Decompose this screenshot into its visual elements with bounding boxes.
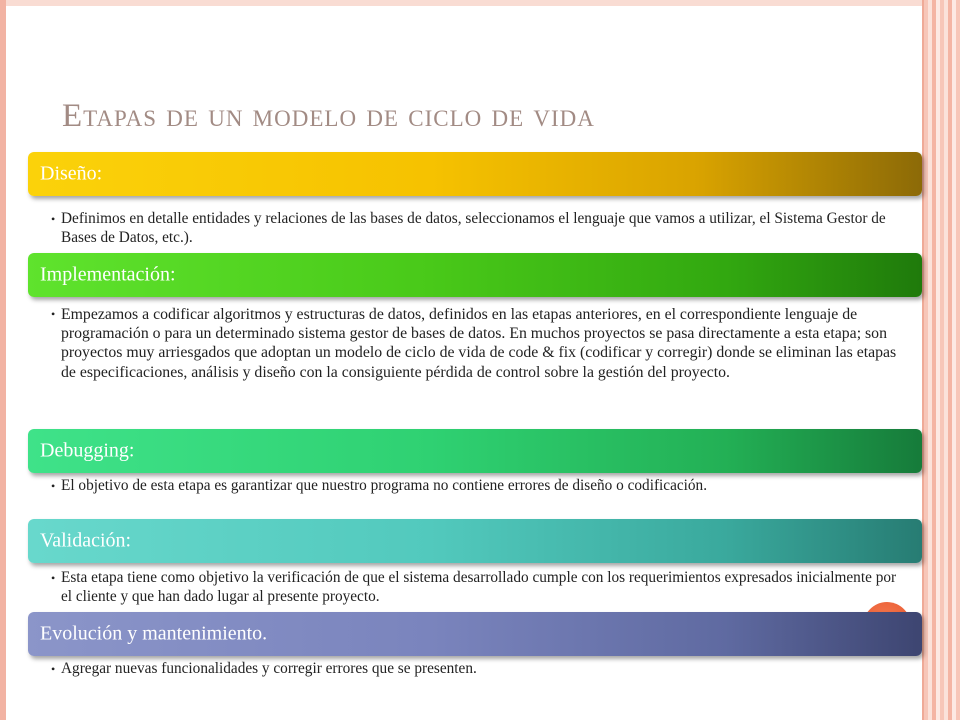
stage-label-implementacion: Implementación: — [40, 263, 176, 286]
slide-title: Etapas de un modelo de ciclo de vida — [62, 98, 595, 134]
stage-description-implementacion — [51, 305, 903, 382]
bullet-icon: • — [51, 307, 56, 321]
slide-frame-right-stripes — [924, 0, 960, 720]
bullet-icon: • — [51, 571, 56, 585]
stage-text-validacion: Esta etapa tiene como objetivo la verificación de que el sistema desarrollado cumple con los requerimientos expresados inicialmente por el cliente y que han dado lugar al presente proyecto. — [61, 569, 897, 605]
stage-text-implementacion: Empezamos a codificar algoritmos y estructuras de datos, definidos en las etapas anteriores, en el correspondiente lenguaje de programación o para un determinado sistema gestor de bases de datos. En muchos proyectos se pasa directamente a esta etapa; son proyectos muy arriesgados que adoptan un modelo de ciclo de vida de code & fix (codificar y corregir) donde se eliminan las etapas de especificaciones, análisis y diseño con la consiguiente pérdida de control sobre la gestión del proyecto. — [61, 306, 897, 381]
stage-label-diseno: Diseño: — [40, 162, 103, 185]
stage-bar-debugging — [28, 429, 922, 473]
bullet-icon: • — [51, 212, 56, 226]
stage-description-evolucion — [51, 660, 903, 679]
stage-bar-diseno — [28, 152, 922, 196]
stage-bar-evolucion — [28, 612, 922, 656]
stage-description-debugging — [51, 477, 903, 496]
stage-bar-implementacion — [28, 253, 922, 297]
bullet-icon: • — [51, 662, 56, 676]
stage-text-debugging: El objetivo de esta etapa es garantizar que nuestro programa no contiene errores de diseño o codificación. — [61, 477, 708, 494]
stage-bar-validacion — [28, 519, 922, 563]
slide-frame-left — [0, 0, 6, 720]
bullet-icon: • — [51, 479, 56, 493]
slide-frame-top — [6, 0, 924, 6]
stage-description-diseno — [51, 210, 903, 247]
stage-text-diseno: Definimos en detalle entidades y relaciones de las bases de datos, seleccionamos el lenguaje que vamos a utilizar, el Sistema Gestor de Bases de Datos, etc.). — [61, 210, 886, 246]
stage-label-validacion: Validación: — [40, 529, 132, 552]
stage-text-evolucion: Agregar nuevas funcionalidades y corregir errores que se presenten. — [61, 660, 477, 677]
stage-description-validacion — [51, 569, 903, 606]
stage-label-evolucion: Evolución y mantenimiento. — [40, 622, 268, 645]
stage-label-debugging: Debugging: — [40, 439, 135, 462]
